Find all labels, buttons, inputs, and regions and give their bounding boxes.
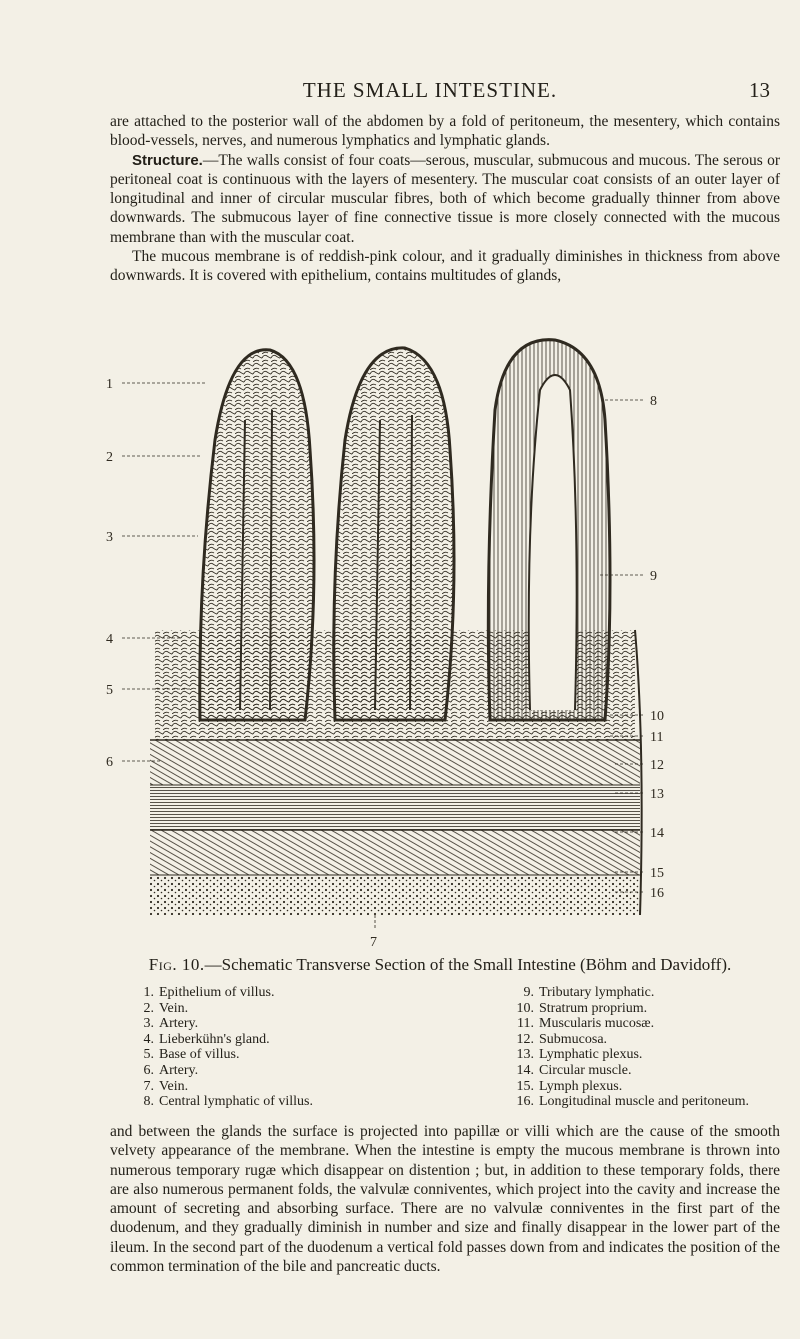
body-text-bottom (110, 1122, 780, 1276)
section-heading: Structure. (132, 151, 203, 169)
legend-item: 16. Longitudinal muscle and peritoneum. (516, 1094, 749, 1110)
circular-muscle-layer (150, 830, 640, 875)
legend-item: 12. Submucosa. (516, 1031, 608, 1047)
left-labels (106, 377, 113, 770)
legend-item: 2. Vein. (143, 1000, 189, 1016)
legend-item: 7. Vein. (143, 1078, 189, 1094)
legend-item: 11. Muscularis mucosæ. (517, 1016, 655, 1032)
legend-column-right (508, 985, 749, 1110)
label-12: 12 (650, 758, 664, 773)
label-5: 5 (106, 683, 113, 698)
villus (200, 350, 314, 720)
label-16: 16 (650, 886, 664, 901)
figure-label: Fig. 10. (148, 955, 205, 974)
label-3: 3 (106, 530, 113, 545)
paragraph: and between the glands the surface is projected into papillæ or villi which are the cause of the smooth velvety appearance of the membrane. When the intestine is empty the mucous membrane is thrown into numerous temporary rugæ which disappear on distention ; but, in addition to these temporary folds, there are also numerous permanent folds, the valvulæ conniventes, which project into the cavity and increase the amount of secreting and absorbing surface. There are no valvulæ conniventes in the first part of the duodenum, and they gradually diminish in number and size and finally disappear in the lower part of the ileum. In the second part of the duodenum a vertical fold passes down from and indicates the position of the common termination of the bile and pancreatic ducts. (110, 1123, 780, 1276)
page-number: 13 (749, 78, 770, 102)
label-8: 8 (650, 394, 657, 409)
legend-item: 6. Artery. (143, 1062, 199, 1078)
legend-item: 9. Tributary lymphatic. (523, 985, 655, 1000)
label-10: 10 (650, 709, 664, 724)
label-1: 1 (106, 377, 113, 392)
body-text-top (110, 112, 780, 286)
submucosa-layer (150, 740, 640, 785)
figure-intestine-section (100, 330, 700, 950)
label-2: 2 (106, 450, 113, 465)
legend-column-left (128, 985, 313, 1110)
legend-item: 13. Lymphatic plexus. (516, 1047, 643, 1063)
label-7: 7 (370, 935, 377, 950)
label-4: 4 (106, 632, 113, 647)
label-15: 15 (650, 866, 664, 881)
legend-item: 1. Epithelium of villus. (143, 985, 275, 1000)
running-head: THE SMALL INTESTINE. (302, 78, 558, 102)
legend-item: 8. Central lymphatic of villus. (143, 1094, 313, 1110)
paragraph: are attached to the posterior wall of the abdomen by a fold of peritoneum, the mesentery, which contains blood-vessels, nerves, and numerous lymphatics and lymphatic glands. (110, 113, 780, 150)
figure-caption (100, 955, 780, 975)
label-6: 6 (106, 755, 113, 770)
legend-item: 10. Stratrum proprium. (516, 1000, 648, 1016)
lymphatic-plexus-layer (150, 785, 640, 830)
legend-item: 15. Lymph plexus. (516, 1078, 623, 1094)
legend-item: 14. Circular muscle. (516, 1062, 632, 1078)
label-14: 14 (650, 826, 664, 841)
legend-item: 4. Lieberkühn's gland. (143, 1031, 270, 1047)
legend-item: 3. Artery. (143, 1016, 199, 1032)
label-13: 13 (650, 787, 664, 802)
villus (334, 348, 454, 720)
page-header (90, 78, 770, 104)
caption-text: —Schematic Transverse Section of the Small Intestine (Böhm and Davidoff). (204, 955, 732, 974)
longitudinal-muscle-layer (150, 875, 640, 915)
right-labels (650, 394, 664, 901)
illustration (100, 330, 700, 950)
paragraph-structure: Structure.—The walls consist of four coats—serous, muscular, submucous and mucous. The serous or peritoneal coat is continuous with the layers of mesentery. The muscular coat consists of an outer layer of longitudinal and inner of circular muscular fibres, both of which become gradually thinner from above downwards. The submucous layer of fine connective tissue is more closely connected with the mucous membrane than with the muscular coat. (110, 151, 780, 246)
legend-item: 5. Base of villus. (143, 1047, 240, 1063)
paragraph: The mucous membrane is of reddish-pink colour, and it gradually diminishes in thickness from above downwards. It is covered with epithelium, contains multitudes of glands, (110, 248, 780, 285)
label-9: 9 (650, 569, 657, 584)
label-11: 11 (650, 730, 664, 745)
